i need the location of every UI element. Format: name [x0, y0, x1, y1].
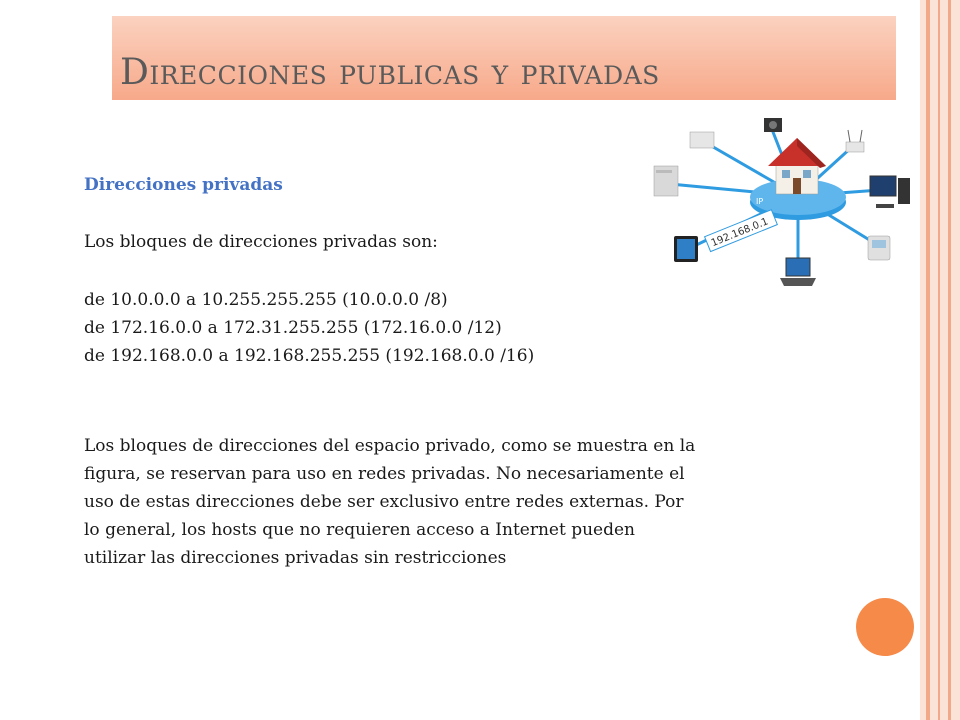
laptop-icon	[780, 258, 816, 286]
paragraph-line: uso de estas direcciones debe ser exclusivo entre redes externas. Por	[84, 492, 684, 512]
tablet-icon	[674, 236, 698, 262]
phone-icon	[868, 236, 890, 260]
address-tag: 192.168.0.1	[709, 216, 770, 250]
network-figure	[648, 104, 920, 310]
accent-circle	[856, 598, 914, 656]
network-diagram	[648, 104, 920, 310]
intro-text: Los bloques de direcciones privadas son:	[84, 232, 438, 252]
paragraph-line: figura, se reservan para uso en redes privadas. No necesariamente el	[84, 464, 685, 484]
paragraph-line: utilizar las direcciones privadas sin restricciones	[84, 548, 507, 568]
paragraph-line: lo general, los hosts que no requieren acceso a Internet pueden	[84, 520, 635, 540]
section-heading: Direcciones privadas	[84, 175, 283, 195]
house-icon	[768, 138, 826, 194]
right-border-line	[926, 0, 930, 720]
hub-label: IP	[756, 197, 764, 206]
right-border-line	[948, 0, 951, 720]
camera-icon	[764, 118, 782, 132]
slide-title: Direcciones publicas y privadas	[120, 52, 660, 93]
description-paragraph	[84, 432, 864, 572]
right-border-line	[938, 0, 940, 720]
address-range: de 10.0.0.0 a 10.255.255.255 (10.0.0.0 /8)	[84, 290, 448, 310]
printer-icon	[690, 132, 714, 148]
paragraph-line: Los bloques de direcciones del espacio privado, como se muestra en la	[84, 436, 696, 456]
desktop-computer-icon	[870, 176, 910, 208]
address-range: de 172.16.0.0 a 172.31.255.255 (172.16.0.0 /12)	[84, 318, 502, 338]
address-range: de 192.168.0.0 a 192.168.255.255 (192.168.0.0 /16)	[84, 346, 535, 366]
router-icon	[846, 130, 864, 152]
server-icon	[654, 166, 678, 196]
